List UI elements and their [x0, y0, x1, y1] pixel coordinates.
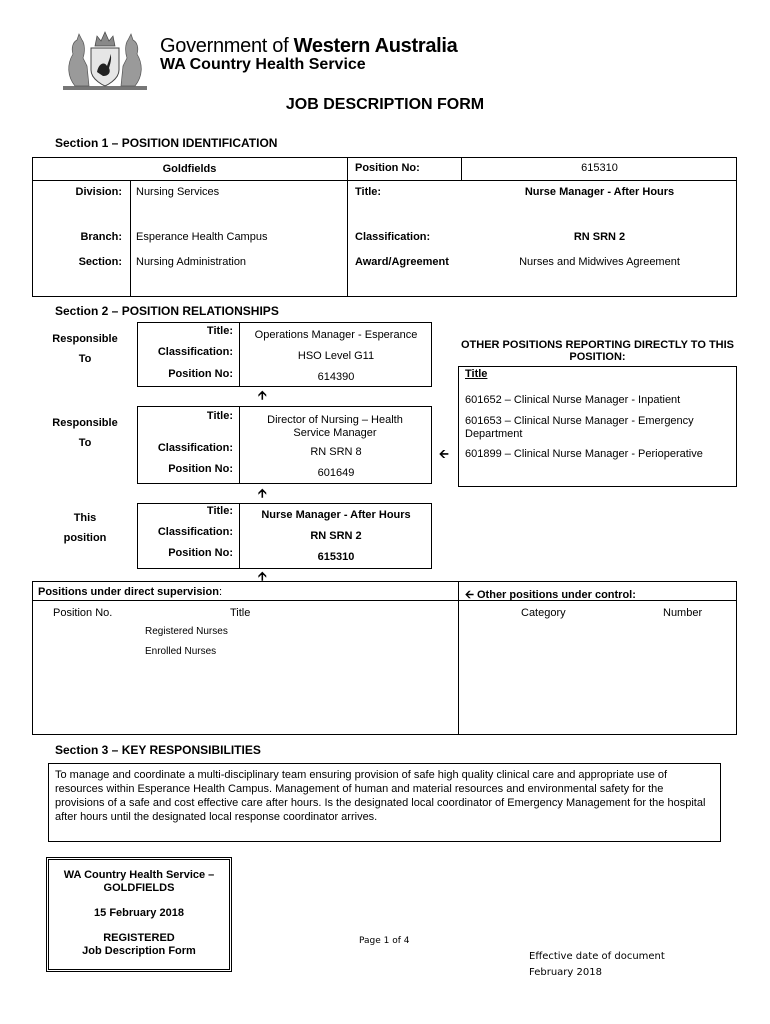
arrow-up-icon: 🡩	[258, 388, 267, 402]
box1-title: Operations Manager - Esperance	[254, 329, 418, 341]
box1-classification: HSO Level G11	[297, 350, 375, 362]
other-position-1: 601652 – Clinical Nurse Manager - Inpatient	[465, 394, 681, 406]
box3-pos-label: Position No:	[168, 547, 233, 559]
responsible-to-label-1: Responsible To	[52, 333, 118, 365]
org-name-wa: Western Australia	[293, 35, 458, 57]
position-no-label: Position No:	[355, 162, 420, 174]
supervised-item-1: Registered Nurses	[145, 626, 228, 637]
title-value: Nurse Manager - After Hours	[524, 186, 675, 198]
this-position-label: This position	[63, 512, 107, 544]
arrow-up-icon: 🡩	[258, 569, 267, 583]
col-category: Category	[521, 607, 566, 619]
box2-class-label: Classification:	[157, 442, 233, 454]
other-position-2: 601653 – Clinical Nurse Manager - Emergency Department	[465, 415, 694, 440]
key-responsibilities-text: To manage and coordinate a multi-disciplinary team ensuring provision of safe high quality clinical care and appropriate use of resources within Esperance Health Campus. Management of human and material resources and environmental safety for the provisions of a safe and cost effective care after hours. Is the designated local coordinator of Emergency Management for the hospital after hours until the designated local response coordinator arrives.	[55, 769, 706, 823]
box2-classification: RN SRN 8	[310, 446, 362, 458]
section2-heading: Section 2 – POSITION RELATIONSHIPS	[55, 304, 279, 318]
other-control-label: 🡨 Other positions under control:	[465, 589, 636, 601]
org-name-government: Government of	[160, 35, 294, 57]
other-positions-heading: OTHER POSITIONS REPORTING DIRECTLY TO THIS POSITION:	[461, 339, 734, 363]
stamp-org: WA Country Health Service – GOLDFIELDS	[63, 869, 215, 894]
arrow-left-icon: 🡨	[465, 589, 474, 601]
branch-value: Esperance Health Campus	[136, 231, 268, 243]
arrow-left-icon: 🡨	[439, 447, 449, 461]
award-label: Award/Agreement	[355, 256, 449, 268]
other-position-3: 601899 – Clinical Nurse Manager - Perioperative	[465, 448, 703, 460]
page-number: Page 1 of 4	[359, 936, 410, 946]
box1-title-label: Title:	[206, 325, 233, 337]
box2-pos-label: Position No:	[168, 463, 233, 475]
section-label: Section:	[78, 256, 122, 268]
stamp-date: 15 February 2018	[94, 907, 184, 919]
division-label: Division:	[75, 186, 122, 198]
org-name-line2: WA Country Health Service	[160, 56, 366, 73]
division-value: Nursing Services	[136, 186, 220, 198]
wa-crest-logo	[55, 26, 155, 96]
effective-date-value: February 2018	[529, 967, 602, 978]
col-number: Number	[663, 607, 703, 619]
award-value: Nurses and Midwives Agreement	[519, 256, 680, 268]
col-title: Title	[230, 607, 251, 619]
box1-pos-label: Position No:	[168, 368, 233, 380]
box3-title-label: Title:	[206, 505, 233, 517]
box3-title: Nurse Manager - After Hours	[261, 509, 411, 521]
effective-date-label: Effective date of document	[529, 951, 665, 962]
box2-title: Director of Nursing – Health Service Manager	[267, 414, 403, 439]
box1-class-label: Classification:	[157, 346, 233, 358]
position-identification-table	[32, 157, 737, 297]
stamp-status: REGISTERED Job Description Form	[82, 932, 196, 957]
section3-heading: Section 3 – KEY RESPONSIBILITIES	[55, 743, 261, 757]
section-value: Nursing Administration	[136, 256, 247, 268]
responsible-to-label-2: Responsible To	[52, 417, 118, 449]
box2-title-label: Title:	[206, 410, 233, 422]
position-no-value: 615310	[581, 162, 618, 174]
other-title-header: Title	[465, 368, 488, 380]
form-title: JOB DESCRIPTION FORM	[285, 96, 485, 113]
box1-position-no: 614390	[317, 371, 355, 383]
box3-class-label: Classification:	[157, 526, 233, 538]
box3-position-no: 615310	[317, 551, 355, 563]
supervision-label: Positions under direct supervision:	[38, 586, 222, 598]
box3-classification: RN SRN 2	[310, 530, 362, 542]
section1-heading: Section 1 – POSITION IDENTIFICATION	[55, 136, 278, 150]
supervised-item-2: Enrolled Nurses	[145, 646, 217, 657]
col-position-no: Position No.	[53, 607, 113, 619]
arrow-up-icon: 🡩	[258, 486, 267, 500]
region-cell: Goldfields	[162, 163, 217, 175]
classification-label: Classification:	[355, 231, 431, 243]
box2-position-no: 601649	[317, 467, 355, 479]
classification-value: RN SRN 2	[573, 231, 626, 243]
title-label: Title:	[355, 186, 382, 198]
branch-label: Branch:	[80, 231, 122, 243]
org-name-line1	[160, 35, 458, 58]
